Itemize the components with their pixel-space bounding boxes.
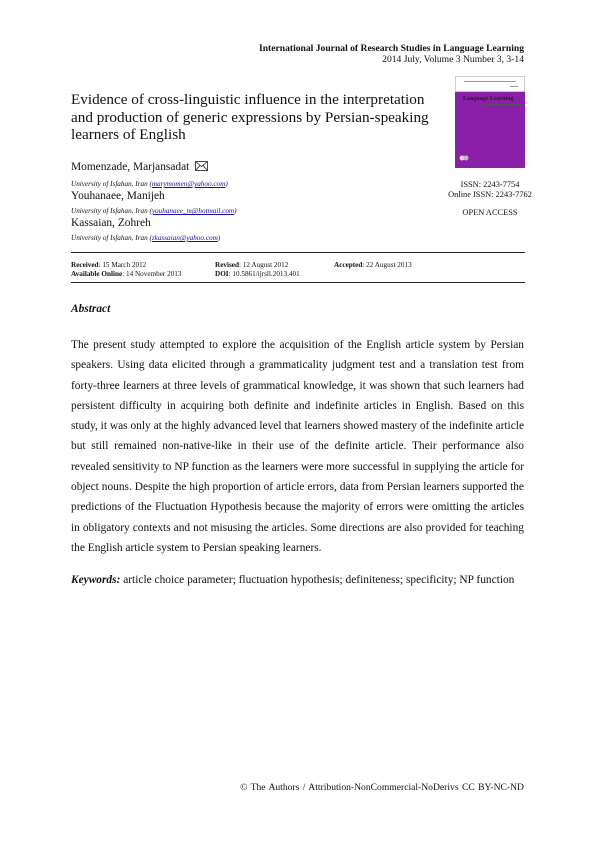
author-1 <box>71 161 208 173</box>
journal-issue: 2014 July, Volume 3 Number 3, 3-14 <box>382 54 524 65</box>
cover-brand-text: Language Learning <box>463 96 514 102</box>
email-link[interactable]: youhanaee_m@hotmail.com <box>151 207 235 215</box>
accepted-label: Accepted <box>334 261 363 269</box>
revised-date <box>215 261 288 269</box>
bottom-rule <box>71 282 525 283</box>
cover-logo-icon <box>459 154 469 162</box>
author-name: Youhanaee, Manijeh <box>71 190 165 202</box>
top-rule <box>71 252 525 253</box>
doi <box>215 270 300 278</box>
cover-banner <box>455 76 525 92</box>
journal-cover-image <box>455 76 525 168</box>
issn-block <box>440 180 540 200</box>
abstract-heading: Abstract <box>71 303 111 315</box>
accepted-value: : 22 August 2013 <box>362 261 412 269</box>
author-3-affiliation <box>71 234 220 242</box>
available-label: Available Online <box>71 270 123 278</box>
license-footer: © The Authors / Attribution-NonCommercial-NoDerivs CC BY-NC-ND <box>240 782 524 793</box>
received-value: : 15 March 2012 <box>98 261 147 269</box>
affiliation-close: ) <box>225 180 228 188</box>
email-link[interactable]: marymomen@yahoo.com <box>151 180 226 188</box>
author-2 <box>71 190 165 202</box>
received-label: Received <box>71 261 99 269</box>
revised-label: Revised <box>215 261 239 269</box>
open-access-label: OPEN ACCESS <box>462 208 518 217</box>
affiliation-text: University of Isfahan, Iran ( <box>71 180 152 188</box>
received-date <box>71 261 146 269</box>
author-1-affiliation <box>71 180 228 188</box>
author-3 <box>71 217 151 229</box>
envelope-icon <box>195 161 208 171</box>
affiliation-close: ) <box>217 234 221 242</box>
journal-name: International Journal of Research Studies in Language Learning <box>258 43 524 54</box>
keywords-text: article choice parameter; fluctuation hypothesis; definiteness; specificity; NP function <box>120 574 515 586</box>
available-online-date <box>71 270 181 278</box>
keywords <box>71 570 524 590</box>
issn-online: Online ISSN: 2243-7762 <box>448 190 532 199</box>
affiliation-text: University of Isfahan, Iran ( <box>71 234 152 242</box>
revised-value: : 12 August 2012 <box>238 261 289 269</box>
affiliation-text: University of Isfahan, Iran ( <box>71 207 152 215</box>
doi-label: DOI <box>215 270 229 278</box>
cover-underline <box>483 104 523 105</box>
keywords-label: Keywords: <box>71 574 121 586</box>
affiliation-close: ) <box>234 207 237 215</box>
abstract-body: The present study attempted to explore the acquisition of the English article system by Persian speakers. Using data elicited through a grammaticality judgment test and a translation test from forty-three learners at three levels of grammatical knowledge, it was shown that such learners had persistent difficulty in acquiring both definite and indefinite articles in English. Based on this study, it was only at the highly advanced level that learners showed mastery of the indefinite article but still remained non-native-like in their use of the definite article. Their performance also revealed sensitivity to NP function as the learners were more successful in supplying the article for object nouns. Despite the high proportion of article errors, data from Persian learners supported the predictions of the Fluctuation Hypothesis because the majority of errors were omitting the articles in obligatory contexts and not misusing the articles. Some directions are also provided for teaching the English article system to Persian speaking learners. <box>71 339 524 554</box>
author-2-affiliation <box>71 207 237 215</box>
issn-print: ISSN: 2243-7754 <box>460 180 520 189</box>
author-name: Momenzade, Marjansadat <box>71 161 190 173</box>
email-link[interactable]: zkassaian@yahoo.com <box>151 234 218 242</box>
paper-title: Evidence of cross-linguistic influence in the interpretation and production of generic expressions by Persian-speaking learners of English <box>71 91 429 144</box>
author-name: Kassaian, Zohreh <box>71 217 151 229</box>
available-value: : 14 November 2013 <box>122 270 182 278</box>
doi-value: : 10.5861/ijrsll.2013.401 <box>228 270 300 278</box>
accepted-date <box>334 261 412 269</box>
